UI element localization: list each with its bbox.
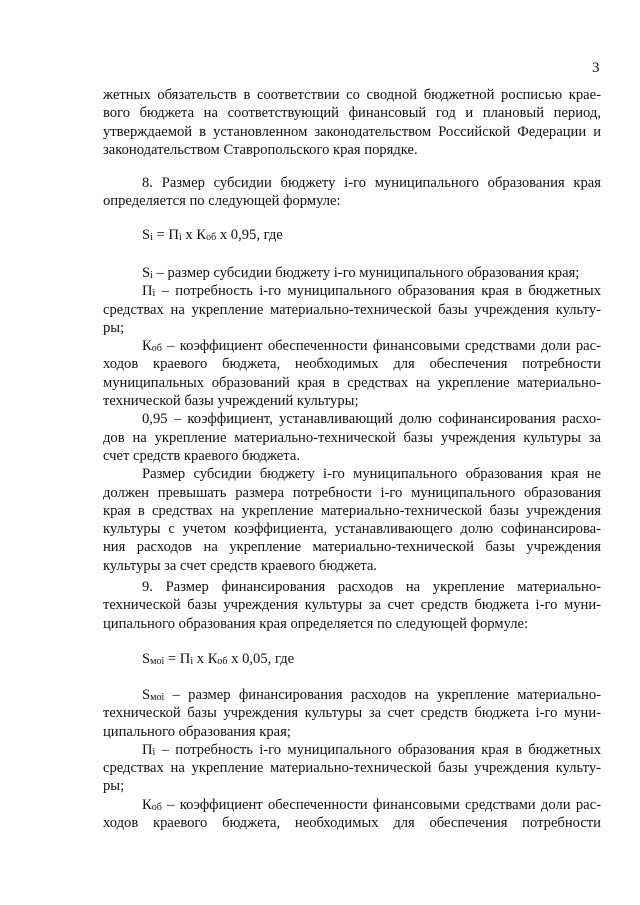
- text-line: 8. Размер субсидии бюджету i-го муниципального образования края: [142, 175, 601, 191]
- text-line: ходов краевого бюджета, необходимых для обеспечения потребности: [103, 815, 601, 832]
- text-line: законодательством Ставропольского края порядке.: [103, 141, 418, 158]
- text-line: технической базы учреждения культуры за счет средств бюджета i-го муни-: [103, 705, 601, 722]
- definition-pi: $П_i$ – потребность i-го муниципального образования края в бюджетных: [142, 741, 601, 758]
- definition-si: $S_i$ – размер субсидии бюджету i-го муниципального образования края;: [142, 265, 580, 281]
- text-line: 9. Размер финансирования расходов на укрепление материально-: [142, 579, 601, 595]
- text-line: средствах на укрепление материально-технической базы учреждения культу-: [103, 760, 601, 777]
- definition-smoi: $S_{моi}$ – размер финансирования расходов на укрепление материально-: [142, 687, 601, 703]
- text-line: ния расходов на укрепление материально-технической базы учреждения: [103, 539, 601, 556]
- text-line: культуры с учетом коэффициента, устанавливающего долю софинансирова-: [103, 521, 601, 538]
- text-line: вого бюджета на соответствующий финансовый год и плановый период,: [103, 105, 601, 122]
- text-line: ры;: [103, 319, 125, 336]
- text-line: счет средств краевого бюджета.: [103, 447, 300, 464]
- text-line: муниципальных образований края в средствах на укрепление материально-: [103, 374, 601, 391]
- definitions-block-2: [103, 686, 601, 832]
- definition-coefficient: 0,95 – коэффициент, устанавливающий долю софинансирования расхо-: [142, 411, 601, 428]
- section-9-intro: [103, 578, 601, 633]
- text-line: дов на укрепление материально-технической базы учреждения культуры за: [103, 429, 601, 446]
- definition-kob: $К_{об}$ – коэффициент обеспеченности финансовыми средствами доли рас-: [142, 338, 601, 355]
- limit-paragraph: Размер субсидии бюджету i-го муниципального образования края не: [142, 466, 601, 483]
- text-line: средствах на укрепление материально-технической базы учреждения культу-: [103, 301, 601, 318]
- text-line: культуры за счет средств краевого бюджета.: [103, 557, 378, 574]
- text-line: технической базы учреждения культуры за счет средств бюджета i-го муни-: [103, 597, 601, 614]
- definition-pi: $П_i$ – потребность i-го муниципального образования края в бюджетных: [142, 283, 601, 300]
- text-line: должен превышать размера потребности i-го муниципального образования: [103, 484, 601, 501]
- text-line: жетных обязательств в соответствии со сводной бюджетной росписью крае-: [103, 87, 601, 103]
- text-line: ципального образования края;: [103, 723, 291, 740]
- text-line: утверждаемой в установленном законодательством Российской Федерации и: [103, 123, 601, 140]
- text-line: технической базы учреждений культуры;: [103, 393, 359, 410]
- section-8-intro: [103, 174, 601, 211]
- definition-kob: $К_{об}$ – коэффициент обеспеченности финансовыми средствами доли рас-: [142, 796, 601, 813]
- formula-municipal: $S_{моi} = П_i$ х $К_{об}$ х 0,05, где: [142, 651, 295, 667]
- text-line: края в средствах на укрепление материально-технической базы учреждения: [103, 502, 601, 519]
- text-line: ципального образования края определяется по следующей формуле:: [103, 615, 529, 632]
- text-line: ходов краевого бюджета, необходимых для обеспечения потребности: [103, 356, 601, 373]
- definitions-block-1: [103, 264, 601, 575]
- text-line: определяется по следующей формуле:: [103, 193, 341, 210]
- formula-subsidy: $S_i = П_i$ х $К_{об}$ х 0,95, где: [142, 227, 283, 243]
- text-line: ры;: [103, 778, 125, 795]
- paragraph-continuation: [103, 86, 601, 159]
- page-number: 3: [592, 60, 600, 76]
